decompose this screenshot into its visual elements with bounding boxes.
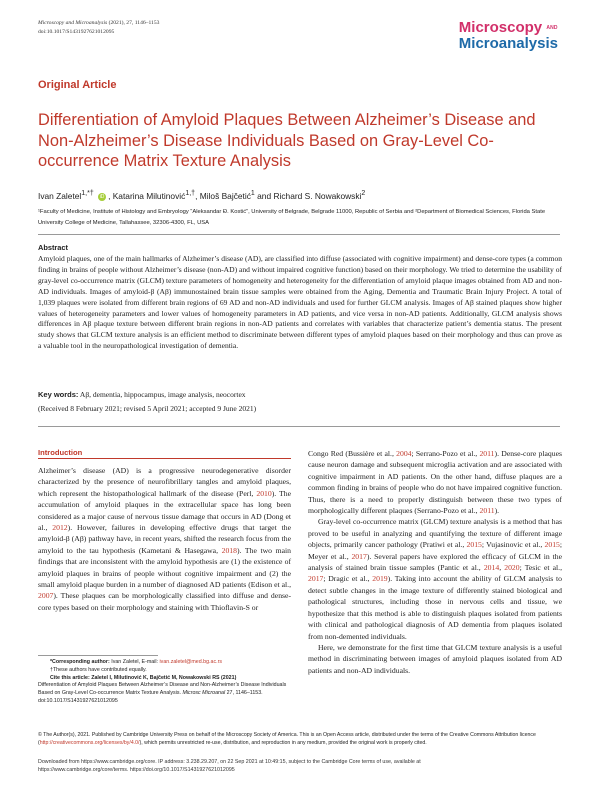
license-statement: © The Author(s), 2021. Published by Cambridge University Press on behalf of the Microscopy Society of America. This is an Open Access article, distributed under the terms of the Creative Commons Attribution licence (http://creativecommons.org/licenses/by/4.0/), which permits unrestricted re-use, distribution, and reproduction in any medium, provided the original work is properly cited. [38, 732, 536, 746]
logo-word-microscopy: Microscopy [458, 19, 543, 36]
reference-link[interactable]: 2007 [38, 591, 54, 601]
paragraph: Alzheimer’s disease (AD) is a progressive neurodegenerative disorder characterized by the presence of neurofibrillary tangles and amyloid plaques, which represent the histopathological hallmark of the disease (Perl, 2010). The accumulation of amyloid plaques in the extracellular space has long been considered as a major cause of nervous tissue damage that occurs in AD (Dong et al., 2012). However, failures in developing effective drugs that target the amyloid-β (Aβ) pathway have, in recent years, shifted the research focus from the amyloid to the tau hypothesis (Kametani & Hasegawa, 2018). The two main findings that are inconsistent with the amyloid hypothesis are (1) the existence of amyloid plaques in brains of people without cognitive impairment and (2) the small amyloid plaque burden in a number of diagnosed AD patients (Edison et al., 2007). These plaques can be morphologically classified into diffuse and dense-core types based on their morphology and staining with Thioflavin-S or [38, 466, 291, 612]
journal-logo [459, 20, 558, 52]
reference-link[interactable]: 2014 [483, 563, 500, 573]
divider [38, 234, 560, 235]
reference-link[interactable]: 2010 [256, 488, 272, 498]
reference-link[interactable]: 2017 [351, 551, 367, 561]
orcid-icon[interactable]: iD [99, 193, 105, 200]
abstract-text: Amyloid plaques, one of the main hallmarks of Alzheimer’s disease (AD), are classified into diffuse (associated with cognitive impairment) and dense-core types (a common finding in brains of people without Alzheimer’s disease (non-AD) and without impaired cognitive function) based on their morphology. We tried to determine the usability of gray-level co-occurrence matrix (GLCM) texture parameters of homogeneity and heterogeneity for the differentiation of amyloid plaque images obtained from AD and non-AD individuals. Images of amyloid-β (Aβ) immunostained brain tissue samples were obtained from the Aging, Dementia and Traumatic Brain Injury Project. A total of 1,039 plaques were isolated from different brain regions of 69 AD and non-AD individuals and used for further GLCM analysis. Images of Aβ stained plaques show higher values of heterogeneity parameters and lower values of homogeneity parameters in AD patients, and vice versa in non-AD patients. Additionally, GLCM analysis shows differences in Aβ plaque texture between different brain regions in non-AD patients and correlates with variables that characterize patient’s dementia status. The present study shows that GLCM texture analysis is an efficient method to discriminate between different types of amyloid plaques based on their morphology and thus can prove as a valuable tool in the neuropathological investigation of dementia. [38, 254, 562, 351]
abstract-heading: Abstract [38, 243, 68, 252]
paragraph: Gray-level co-occurrence matrix (GLCM) texture analysis is a method that has proved to be useful in analyzing and quantifying the texture of different image objects, primarily cancer pathology (Pratiwi et al., 2015; Vujasinovic et al., 2015; Meyer et al., 2017). Several papers have explored the efficacy of GLCM in the analysis of stained brain tissue samples (Pantic et al., 2014, 2020; Tesic et al., 2017; Dragic et al., 2019). Taking into account the ability of GLCM analysis to detect subtle changes in the image texture of differently stained biological and pathological structures, including those in nervous cells and tissue, we hypothesize that this method is able to distinguish plaques isolated from patients with clinical and pathological diagnosis of AD dementia from plaques isolated from non-demented individuals. [308, 517, 563, 641]
citation-note: Cite this article: Zaletel I, Milutinović K, Bajčetić M, Nowakowski RS (2021) [50, 674, 237, 681]
author-name: Ivan Zaletel [38, 190, 82, 201]
reference-link[interactable]: 2004 [396, 449, 412, 458]
reference-link[interactable]: 2018 [221, 545, 237, 555]
reference-link[interactable]: 2015 [466, 540, 482, 550]
right-column [308, 448, 562, 676]
reference-link[interactable]: 2015 [544, 540, 560, 550]
reference-link[interactable]: 2011 [479, 506, 495, 516]
download-statement: Downloaded from https://www.cambridge.org/core. IP address: 3.238.29.207, on 22 Sep 2021 at 10:49:15, subject to the Cambridge Core terms of use, available at https://www.cambridge.org/core/terms. https://doi.org/10.1017/S1431927621012095 [38, 759, 421, 773]
reference-link[interactable]: 2011 [479, 449, 495, 458]
reference-link[interactable]: 2017 [308, 574, 324, 584]
keywords-label: Key words: [38, 390, 79, 399]
article-title: Differentiation of Amyloid Plaques Between Alzheimer’s Disease and Non-Alzheimer’s Disease Individuals Based on Gray-Level Co-occurrence Matrix Texture Analysis [38, 111, 536, 170]
left-column [38, 465, 291, 613]
journal-name: Microscopy and Microanalysis [38, 20, 108, 26]
article-type: Original Article [38, 79, 117, 91]
received-dates: (Received 8 February 2021; revised 5 April 2021; accepted 9 June 2021) [38, 404, 257, 413]
author-list [38, 190, 365, 201]
footnote-divider [38, 655, 158, 656]
citation-text: Differentiation of Amyloid Plaques Between Alzheimer’s Disease and Non-Alzheimer’s Disease Individuals Based on Gray-Level Co-occurrence Matrix Texture Analysis. Microsc Microanal 27, 1146–1153. doi:10.1017/S1431927621012095 [38, 682, 287, 704]
license-link[interactable]: http://creativecommons.org/licenses/by/4.0/ [39, 739, 140, 746]
section-rule [38, 458, 291, 459]
author-superscript: 1, [81, 190, 88, 197]
reference-link[interactable]: 2019 [372, 574, 388, 584]
keywords [38, 390, 562, 399]
author-superscript: *† [87, 190, 94, 197]
email-link[interactable]: ivan.zaletel@med.bg.ac.rs [159, 659, 222, 665]
cambridge-core-link[interactable]: https://www.cambridge.org/core [81, 759, 156, 765]
terms-link[interactable]: https://www.cambridge.org/core/terms [38, 766, 127, 773]
author-name: and Richard S. Nowakowski [254, 190, 362, 201]
journal-reference [38, 19, 159, 36]
reference-link[interactable]: 2012 [52, 523, 68, 533]
footnotes [38, 659, 291, 706]
author-superscript: 2 [361, 190, 366, 197]
reference-link[interactable]: 2020 [504, 563, 520, 573]
equal-contribution-note: †These authors have contributed equally. [50, 666, 147, 673]
corresponding-author: *Corresponding author: Ivan Zaletel, E-mail: ivan.zaletel@med.bg.ac.rs [50, 659, 222, 665]
divider [38, 426, 560, 427]
author-name: , Miloš Bajčetić [195, 190, 251, 201]
paragraph: Here, we demonstrate for the first time that GLCM texture analysis is a useful method in discriminating between images of amyloid plaques isolated from AD patients and non-AD individuals. [308, 642, 562, 675]
author-name: , Katarina Milutinović [108, 190, 186, 201]
logo-word-and: AND [546, 25, 558, 32]
author-superscript: 1 [250, 190, 255, 197]
paragraph: Congo Red (Bussière et al., 2004; Serrano-Pozo et al., 2011). Dense-core plaques cause neuron damage and subsequent microglia activation and are associated with cognitive impairment in AD patients. On the other hand, diffuse plaques are a common finding in brains of people who do not have impaired cognitive function. Thus, there is a need to properly distinguish between these two types of morphologically different plaques (Serrano-Pozo et al., 2011). [308, 449, 562, 516]
logo-word-microanalysis: Microanalysis [458, 35, 558, 53]
doi: doi:10.1017/S1431927621012095 [38, 28, 115, 35]
keywords-list: Aβ, dementia, hippocampus, image analysis, neocortex [78, 390, 246, 399]
affiliations: ¹Faculty of Medicine, Institute of Histology and Embryology “Aleksandar Đ. Kostić”, University of Belgrade, Belgrade 11000, Republic of Serbia and ²Department of Biomedical Sciences, Florida State University College of Medicine, Tallahassee, 32306-4300, FL, USA [38, 209, 546, 227]
journal-citation: (2021), 27, 1146–1153 [108, 20, 160, 26]
author-superscript: 1,† [185, 190, 196, 197]
doi-link[interactable]: https://doi.org/10.1017/S1431927621012095 [129, 766, 235, 773]
introduction-heading: Introduction [38, 448, 83, 457]
